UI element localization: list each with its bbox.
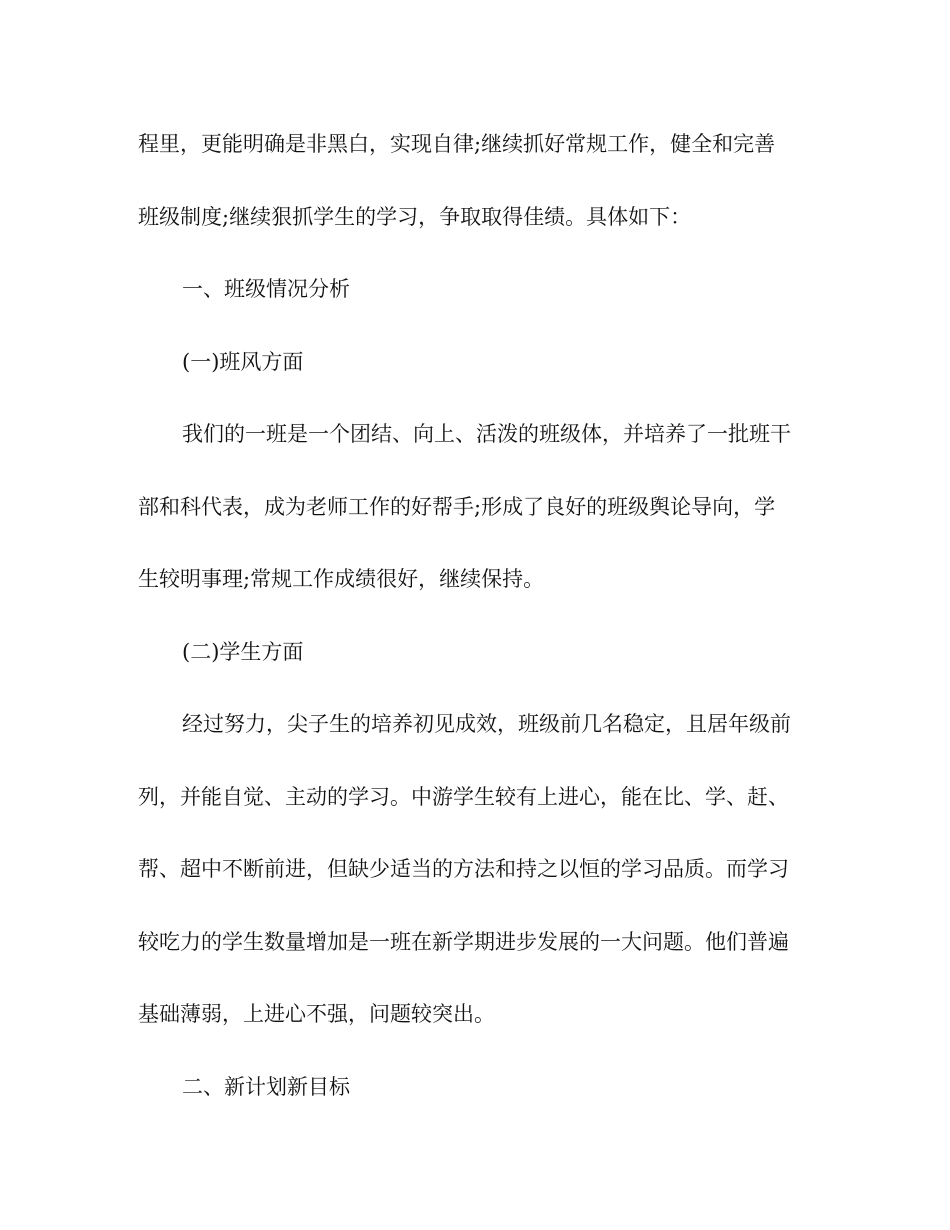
paragraph-line: 较吃力的学生数量增加是一班在新学期进步发展的一大问题。他们普遍 [138, 929, 789, 954]
section-heading: 一、班级情况分析 [182, 277, 350, 301]
section-heading: 二、新计划新目标 [182, 1074, 350, 1099]
paragraph-line: 帮、超中不断前进，但缺少适当的方法和持之以恒的学习品质。而学习 [138, 857, 789, 881]
subsection-heading: (一)班风方面 [182, 349, 304, 374]
paragraph-line: 生较明事理;常规工作成绩很好，继续保持。 [138, 567, 545, 591]
paragraph-line: 我们的一班是一个团结、向上、活泼的班级体，并培养了一批班干 [182, 422, 791, 446]
paragraph-line: 程里，更能明确是非黑白，实现自律;继续抓好常规工作，健全和完善 [138, 132, 776, 156]
paragraph-line: 经过努力，尖子生的培养初见成效，班级前几名稳定，且居年级前 [182, 712, 791, 736]
paragraph-line: 班级制度;继续狠抓学生的学习，争取取得佳绩。具体如下： [138, 204, 692, 229]
paragraph-line: 部和科代表，成为老师工作的好帮手;形成了良好的班级舆论导向，学 [138, 494, 776, 519]
paragraph-line: 列，并能自觉、主动的学习。中游学生较有上进心，能在比、学、赶、 [138, 784, 789, 809]
paragraph-line: 基础薄弱，上进心不强，问题较突出。 [138, 1002, 495, 1026]
document-body [138, 120, 818, 1135]
subsection-heading: (二)学生方面 [182, 639, 304, 664]
